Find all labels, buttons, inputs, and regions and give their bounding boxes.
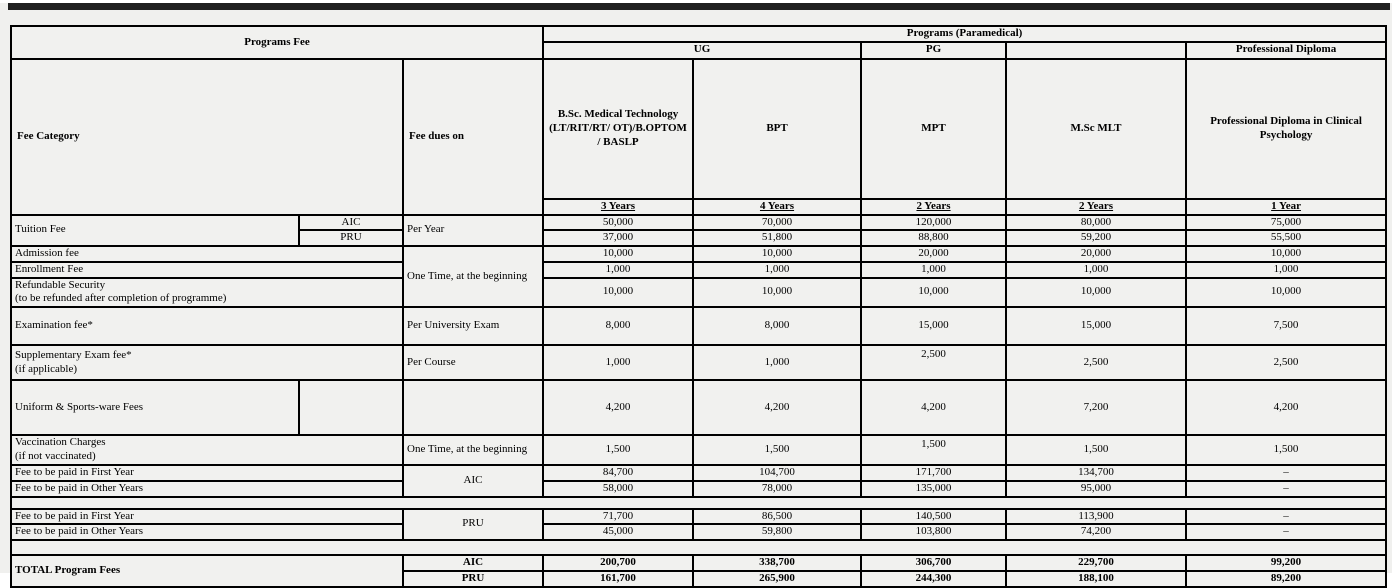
program-header-prof-diploma: Professional Diploma in Clinical Psychology [1186, 59, 1386, 199]
paid-other-pru-value: – [1186, 524, 1386, 540]
total-pru-value: 188,100 [1006, 571, 1186, 587]
admission-value: 10,000 [1186, 246, 1386, 262]
admission-value: 20,000 [1006, 246, 1186, 262]
paid-aic-tag: AIC [403, 465, 543, 497]
uniform-value: 4,200 [861, 380, 1006, 435]
program-header-bpt: BPT [693, 59, 861, 199]
supplementary-value: 1,000 [693, 345, 861, 380]
enrollment-fee-label: Enrollment Fee [11, 262, 403, 278]
paid-other-aic-value: – [1186, 481, 1386, 497]
tuition-fee-label: Tuition Fee [11, 215, 299, 247]
uniform-value: 7,200 [1006, 380, 1186, 435]
paid-first-year-pru-label: Fee to be paid in First Year [11, 509, 403, 525]
paid-first-pru-value: – [1186, 509, 1386, 525]
examination-value: 7,500 [1186, 307, 1386, 345]
uniform-fees-label: Uniform & Sports-ware Fees [11, 380, 299, 435]
supplementary-value: 2,500 [1006, 345, 1186, 380]
tuition-dues: Per Year [403, 215, 543, 247]
refundable-security-note: (to be refunded after completion of programme) [15, 292, 227, 305]
paid-first-aic-value: 171,700 [861, 465, 1006, 481]
supplementary-fee-label [11, 345, 403, 380]
fee-category-header: Fee Category [11, 59, 403, 215]
total-aic-value: 338,700 [693, 555, 861, 571]
vaccination-value: 1,500 [693, 435, 861, 465]
enrollment-value: 1,000 [543, 262, 693, 278]
total-pru-value: 244,300 [861, 571, 1006, 587]
vaccination-title: Vaccination Charges [15, 436, 106, 449]
paid-first-pru-value: 71,700 [543, 509, 693, 525]
enrollment-value: 1,000 [693, 262, 861, 278]
paid-pru-tag: PRU [403, 509, 543, 541]
tuition-aic-value: 75,000 [1186, 215, 1386, 231]
paid-other-aic-value: 58,000 [543, 481, 693, 497]
paid-other-years-pru-label: Fee to be paid in Other Years [11, 524, 403, 540]
examination-dues: Per University Exam [403, 307, 543, 345]
refundable-value: 10,000 [1006, 278, 1186, 308]
supplementary-fee-note: (if applicable) [15, 362, 77, 375]
total-program-fees-label: TOTAL Program Fees [11, 555, 403, 587]
examination-value: 15,000 [1006, 307, 1186, 345]
paid-other-pru-value: 103,800 [861, 524, 1006, 540]
group-header-pg: PG [861, 42, 1006, 59]
program-header-msc-mlt: M.Sc MLT [1006, 59, 1186, 199]
examination-value: 8,000 [543, 307, 693, 345]
admission-value: 10,000 [543, 246, 693, 262]
refundable-value: 10,000 [1186, 278, 1386, 308]
paid-first-pru-value: 113,900 [1006, 509, 1186, 525]
total-aic-value: 200,700 [543, 555, 693, 571]
tuition-pru-value: 88,800 [861, 230, 1006, 246]
total-pru-value: 265,900 [693, 571, 861, 587]
refundable-security-title: Refundable Security [15, 278, 106, 291]
enrollment-value: 1,000 [861, 262, 1006, 278]
refundable-security-label [11, 278, 403, 308]
admission-value: 10,000 [693, 246, 861, 262]
program-header-mpt: MPT [861, 59, 1006, 199]
admission-value: 20,000 [861, 246, 1006, 262]
group-header-ug: UG [543, 42, 861, 59]
paramedical-title: Programs (Paramedical) [543, 26, 1386, 42]
tuition-pru-value: 55,500 [1186, 230, 1386, 246]
supplementary-dues: Per Course [403, 345, 543, 380]
duration-mpt: 2 Years [861, 199, 1006, 215]
admission-fee-label: Admission fee [11, 246, 403, 262]
tuition-aic-value: 70,000 [693, 215, 861, 231]
programs-fee-table [10, 25, 1387, 588]
total-aic-value: 306,700 [861, 555, 1006, 571]
top-divider-bar [8, 3, 1390, 10]
refundable-value: 10,000 [543, 278, 693, 308]
vaccination-value: 1,500 [543, 435, 693, 465]
vaccination-dues: One Time, at the beginning [403, 435, 543, 465]
total-aic-tag: AIC [403, 555, 543, 571]
programs-fee-title: Programs Fee [11, 26, 543, 59]
uniform-value: 4,200 [543, 380, 693, 435]
fee-dues-on-header: Fee dues on [403, 59, 543, 215]
tuition-aic-value: 50,000 [543, 215, 693, 231]
enrollment-value: 1,000 [1186, 262, 1386, 278]
paid-first-pru-value: 140,500 [861, 509, 1006, 525]
vaccination-note: (if not vaccinated) [15, 450, 96, 462]
tuition-pru-value: 51,800 [693, 230, 861, 246]
uniform-sub-empty-cell [299, 380, 403, 435]
tuition-aic-value: 80,000 [1006, 215, 1186, 231]
duration-bpt: 4 Years [693, 199, 861, 215]
examination-value: 8,000 [693, 307, 861, 345]
spacer-row [11, 540, 1386, 555]
examination-value: 15,000 [861, 307, 1006, 345]
tuition-pru-value: 37,000 [543, 230, 693, 246]
supplementary-value: 2,500 [1186, 345, 1386, 380]
total-pru-value: 161,700 [543, 571, 693, 587]
enrollment-value: 1,000 [1006, 262, 1186, 278]
examination-fee-label: Examination fee* [11, 307, 403, 345]
uniform-value: 4,200 [1186, 380, 1386, 435]
total-pru-tag: PRU [403, 571, 543, 587]
paid-other-pru-value: 74,200 [1006, 524, 1186, 540]
vaccination-value: 1,500 [861, 435, 1006, 465]
total-aic-value: 229,700 [1006, 555, 1186, 571]
duration-bsc: 3 Years [543, 199, 693, 215]
supplementary-value: 2,500 [861, 345, 1006, 380]
one-time-dues: One Time, at the beginning [403, 246, 543, 307]
tuition-aic-value: 120,000 [861, 215, 1006, 231]
uniform-value: 4,200 [693, 380, 861, 435]
vaccination-value: 1,500 [1186, 435, 1386, 465]
spacer-row [11, 497, 1386, 509]
paid-other-pru-value: 59,800 [693, 524, 861, 540]
refundable-value: 10,000 [861, 278, 1006, 308]
supplementary-value: 1,000 [543, 345, 693, 380]
paid-first-aic-value: 84,700 [543, 465, 693, 481]
paid-other-aic-value: 95,000 [1006, 481, 1186, 497]
vaccination-label [11, 435, 403, 465]
program-header-bsc: B.Sc. Medical Technology (LT/RIT/RT/ OT)/B.OPTOM / BASLP [543, 59, 693, 199]
paid-other-aic-value: 135,000 [861, 481, 1006, 497]
tuition-pru-value: 59,200 [1006, 230, 1186, 246]
supplementary-fee-title: Supplementary Exam fee* [15, 348, 132, 361]
tuition-aic-tag: AIC [299, 215, 403, 231]
paid-first-aic-value: 104,700 [693, 465, 861, 481]
paid-other-pru-value: 45,000 [543, 524, 693, 540]
uniform-dues-empty-cell [403, 380, 543, 435]
refundable-value: 10,000 [693, 278, 861, 308]
paid-first-pru-value: 86,500 [693, 509, 861, 525]
paid-other-aic-value: 78,000 [693, 481, 861, 497]
tuition-pru-tag: PRU [299, 230, 403, 246]
total-aic-value: 99,200 [1186, 555, 1386, 571]
vaccination-value: 1,500 [1006, 435, 1186, 465]
group-header-blank [1006, 42, 1186, 59]
paid-other-years-aic-label: Fee to be paid in Other Years [11, 481, 403, 497]
paid-first-aic-value: 134,700 [1006, 465, 1186, 481]
paid-first-year-aic-label: Fee to be paid in First Year [11, 465, 403, 481]
duration-msc-mlt: 2 Years [1006, 199, 1186, 215]
duration-prof-diploma: 1 Year [1186, 199, 1386, 215]
total-pru-value: 89,200 [1186, 571, 1386, 587]
group-header-prof-diploma: Professional Diploma [1186, 42, 1386, 59]
paid-first-aic-value: – [1186, 465, 1386, 481]
